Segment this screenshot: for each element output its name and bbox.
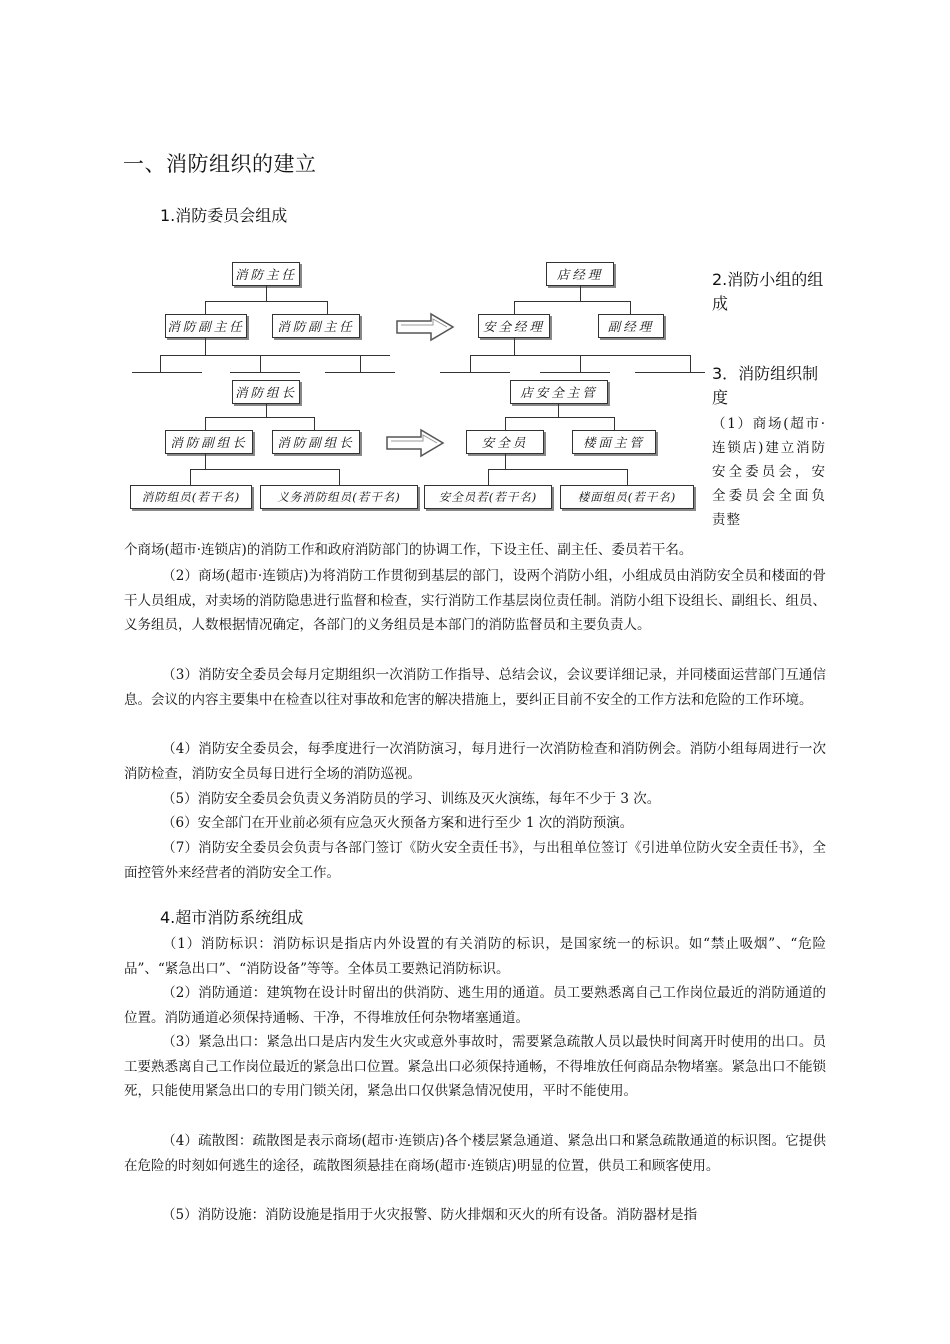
paragraph-1-end: 个商场(超市·连锁店)的消防工作和政府消防部门的协调工作，下设主任、副主任、委员若干名。 <box>124 542 693 558</box>
chart-box-members: 消防组员(若干名) <box>130 485 252 509</box>
arrow-right-icon <box>395 312 457 342</box>
paragraph-4-5: （5）消防设施：消防设施是指用于火灾报警、防火排烟和灭火的所有设备。消防器材是指 <box>162 1207 698 1223</box>
chart-box-security-officers: 安全员若(若干名) <box>424 485 552 509</box>
chart-box-store-safety-supervisor: 店安全主管 <box>510 380 608 404</box>
chart-box-volunteers: 义务消防组员(若干名) <box>260 485 418 509</box>
chart-box-deputy-2: 消防副主任 <box>272 314 360 338</box>
chart-box-group-leader: 消防组长 <box>232 380 300 404</box>
paragraph-4-4: （4）疏散图：疏散图是表示商场(超市·连锁店)各个楼层紧急通道、紧急出口和紧急疏散通道的标识图。它提供在危险的时刻如何逃生的途径，疏散图须悬挂在商场(超市·连锁店)明显的位置，供员工和顾客使用。 <box>124 1133 826 1174</box>
chart-box-floor-members: 楼面组员(若干名) <box>560 485 694 509</box>
chart-box-deputy-1: 消防副主任 <box>165 314 247 338</box>
subheading-group: 2.消防小组的组成 <box>712 270 824 313</box>
paragraph-5: （5）消防安全委员会负责义务消防员的学习、训练及灭火演练，每年不少于 3 次。 <box>162 791 661 807</box>
arrow-right-icon <box>385 428 447 458</box>
paragraph-6: （6）安全部门在开业前必须有应急灭火预备方案和进行至少 1 次的消防预演。 <box>162 815 634 831</box>
paragraph-7: （7）消防安全委员会负责与各部门签订《防火安全责任书》，与出租单位签订《引进单位防火安全责任书》，全面控管外来经营者的消防安全工作。 <box>124 840 826 881</box>
chart-box-security-officer: 安全员 <box>466 430 544 454</box>
paragraph-4-3: （3）紧急出口：紧急出口是店内发生火灾或意外事故时，需要紧急疏散人员以最快时间离开时使用的出口。员工要熟悉离自己工作岗位最近的紧急出口位置。紧急出口必须保持通畅，不得堆放任何商品杂物堵塞。紧急出口不能锁死，只能使用紧急出口的专用门锁关闭，紧急出口仅供紧急情况使用，平时不能使用。 <box>124 1034 826 1100</box>
chart-box-deputy-leader-2: 消防副组长 <box>272 430 360 454</box>
chart-box-store-manager: 店经理 <box>546 262 614 286</box>
subheading-committee: 1.消防委员会组成 <box>160 206 288 225</box>
chart-box-floor-supervisor: 楼面主管 <box>572 430 656 454</box>
section-heading: 一、消防组织的建立 <box>123 152 317 176</box>
paragraph-3: （3）消防安全委员会每月定期组织一次消防工作指导、总结会议，会议要详细记录，并同楼面运营部门互通信息。会议的内容主要集中在检查以往对事故和危害的解决措施上，要纠正目前不安全的工作方法和危险的工作环境。 <box>124 667 826 708</box>
subheading-system: 3．消防组织制度 <box>712 364 819 407</box>
chart-box-deputy-leader-1: 消防副组长 <box>165 430 253 454</box>
paragraph-2: （2）商场(超市·连锁店)为将消防工作贯彻到基层的部门，设两个消防小组，小组成员由消防安全员和楼面的骨干人员组成，对卖场的消防隐患进行监督和检查，实行消防工作基层岗位责任制。消防小组下设组长、副组长、组员、义务组员，人数根据情况确定，各部门的义务组员是本部门的消防监督员和主要负责人。 <box>124 568 826 634</box>
chart-box-security-manager: 安全经理 <box>478 314 550 338</box>
paragraph-4-2: （2）消防通道：建筑物在设计时留出的供消防、逃生用的通道。员工要熟悉离自己工作岗位最近的消防通道的位置。消防通道必须保持通畅、干净，不得堆放任何杂物堵塞通道。 <box>124 985 826 1026</box>
subheading-supermarket-system: 4.超市消防系统组成 <box>160 908 304 927</box>
paragraph-4-1: （1）消防标识：消防标识是指店内外设置的有关消防的标识，是国家统一的标识。如“禁止吸烟”、“危险品”、“紧急出口”、“消防设备”等等。全体员工要熟记消防标识。 <box>124 936 826 977</box>
chart-box-deputy-manager: 副经理 <box>598 314 664 338</box>
paragraph-1-start: （1）商场(超市·连锁店)建立消防安全委员会，安全委员会全面负责整 <box>712 416 826 528</box>
chart-box-chief: 消防主任 <box>232 262 300 286</box>
paragraph-4: （4）消防安全委员会，每季度进行一次消防演习，每月进行一次消防检查和消防例会。消防小组每周进行一次消防检查，消防安全员每日进行全场的消防巡视。 <box>124 741 826 782</box>
